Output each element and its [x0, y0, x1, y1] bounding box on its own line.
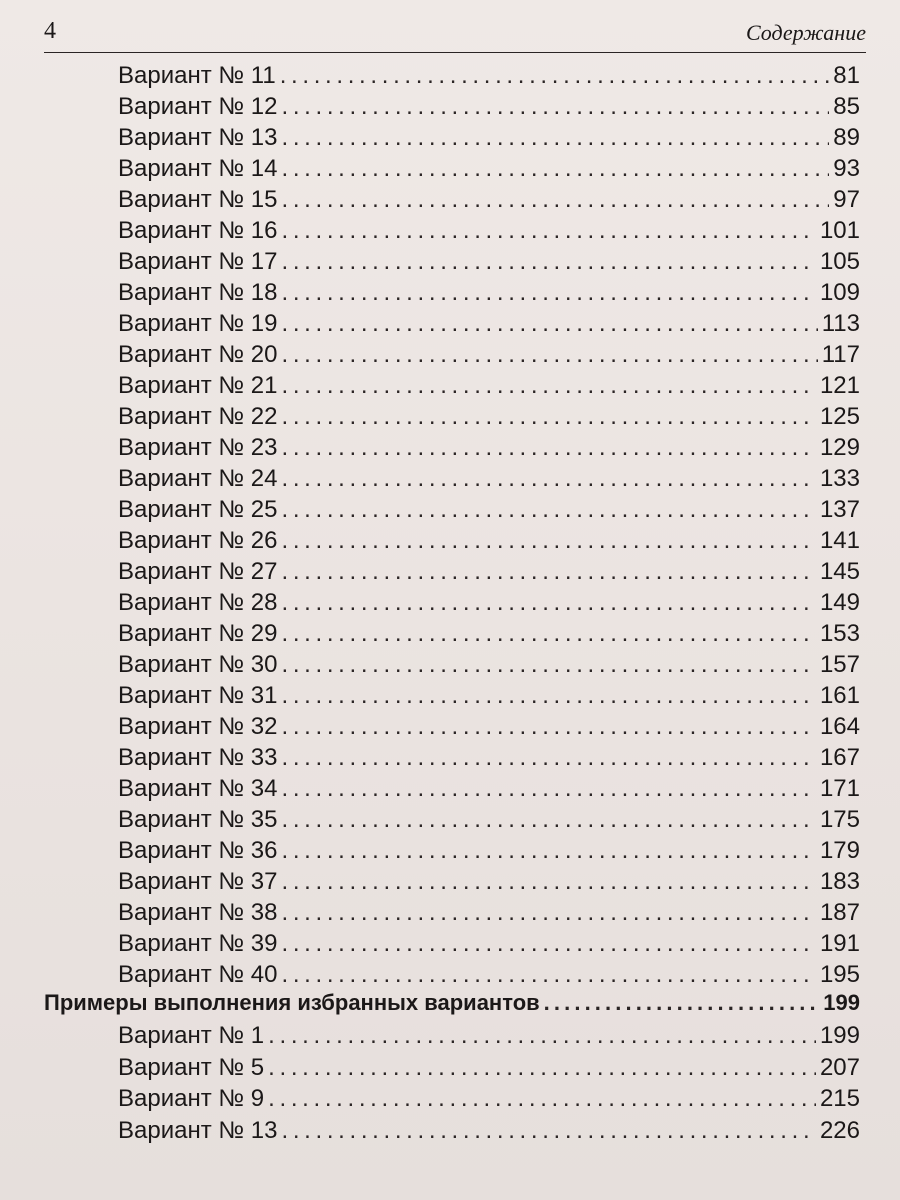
toc-entry-label: Вариант № 27 [118, 558, 278, 585]
toc-entry-row [118, 961, 860, 991]
toc-entry-label: Вариант № 39 [118, 930, 278, 957]
toc-page-number: 113 [821, 310, 860, 337]
toc-entry-row [118, 62, 860, 92]
toc-entry-row [118, 930, 860, 960]
toc-leader-dots [281, 248, 815, 276]
toc-entry-row [118, 124, 860, 154]
toc-entry-label: Вариант № 9 [118, 1085, 265, 1112]
toc-page-number: 81 [833, 62, 860, 89]
toc-page-number: 121 [819, 372, 860, 399]
toc-leader-dots [281, 713, 815, 741]
toc-entry-label: Вариант № 32 [118, 713, 278, 740]
toc-entry-row [118, 93, 860, 123]
toc-leader-dots [544, 990, 820, 1016]
toc-entry-row [118, 1117, 860, 1147]
toc-leader-dots [281, 496, 815, 524]
toc-entry-row [118, 403, 860, 433]
toc-leader-dots [268, 1054, 816, 1082]
toc-leader-dots [281, 341, 817, 369]
toc-leader-dots [268, 1022, 816, 1050]
toc-page-number: 141 [819, 527, 860, 554]
toc-page-number: 191 [819, 930, 860, 957]
toc-entry-label: Вариант № 40 [118, 961, 278, 988]
toc-entry-label: Вариант № 36 [118, 837, 278, 864]
toc-leader-dots [281, 558, 815, 586]
toc-leader-dots [281, 155, 829, 183]
toc-page-number: 93 [833, 155, 860, 182]
toc-leader-dots [281, 775, 815, 803]
toc-leader-dots [281, 434, 815, 462]
toc-leader-dots [281, 124, 829, 152]
toc-entry-label: Вариант № 16 [118, 217, 278, 244]
toc-entry-label: Вариант № 26 [118, 527, 278, 554]
toc-leader-dots [281, 961, 815, 989]
toc-entry-label: Вариант № 28 [118, 589, 278, 616]
toc-entry-label: Вариант № 18 [118, 279, 278, 306]
toc-entry-row [118, 279, 860, 309]
toc-page-number: 179 [819, 837, 860, 864]
toc-entry-row [118, 434, 860, 464]
toc-page-number: 195 [819, 961, 860, 988]
toc-page-number: 105 [819, 248, 860, 275]
toc-entry-label: Примеры выполнения избранных вариантов [44, 990, 540, 1015]
toc-entry-row [118, 248, 860, 278]
toc-page-number: 183 [819, 868, 860, 895]
toc-entry-row [118, 868, 860, 898]
toc-page-number: 171 [819, 775, 860, 802]
toc-leader-dots [281, 682, 815, 710]
toc-entry-label: Вариант № 12 [118, 93, 278, 120]
toc-leader-dots [281, 868, 815, 896]
toc-page-number: 199 [823, 990, 860, 1015]
toc-entry-row [118, 1022, 860, 1052]
toc-page-number: 187 [819, 899, 860, 926]
toc-entry-label: Вариант № 13 [118, 1116, 278, 1144]
toc-page-number: 167 [819, 744, 860, 771]
toc-entry-row [118, 682, 860, 712]
toc-entry-label: Вариант № 23 [118, 434, 278, 461]
toc-entry-row [118, 155, 860, 185]
toc-entry-label: Вариант № 13 [118, 124, 278, 151]
toc-page-number: 161 [819, 682, 860, 709]
toc-entry-row [118, 651, 860, 681]
toc-leader-dots [281, 310, 817, 338]
toc-leader-dots [268, 1085, 816, 1113]
toc-page-number: 199 [819, 1022, 860, 1049]
toc-entry-row [118, 837, 860, 867]
toc-page-number: 101 [819, 217, 860, 244]
toc-leader-dots [281, 527, 815, 555]
toc-entry-label: Вариант № 24 [118, 465, 278, 492]
toc-entry-row [118, 806, 860, 836]
toc-page-number: 133 [819, 465, 860, 492]
toc-entry-label: Вариант № 34 [118, 775, 278, 802]
toc-entry-row [118, 713, 860, 743]
toc-entry-row [118, 527, 860, 557]
toc-entry-row [118, 186, 860, 216]
toc-leader-dots [281, 403, 815, 431]
toc-entry-label: Вариант № 29 [118, 620, 278, 647]
toc-entry-label: Вариант № 25 [118, 496, 278, 523]
page-number: 4 [44, 18, 56, 44]
toc-entry-label: Вариант № 21 [118, 372, 278, 399]
toc-entry-row [118, 217, 860, 247]
running-title: Содержание [745, 20, 866, 45]
toc-leader-dots [280, 62, 830, 90]
toc-entry-row [118, 1085, 860, 1115]
toc-entry-label: Вариант № 1 [118, 1022, 265, 1049]
toc-page-number: 97 [833, 186, 860, 213]
toc-page-number: 226 [819, 1116, 860, 1144]
toc-entry-label: Вариант № 15 [118, 186, 278, 213]
toc-section-row [44, 990, 860, 1020]
toc-entry-label: Вариант № 30 [118, 651, 278, 678]
toc-leader-dots [281, 620, 815, 648]
toc-entry-label: Вариант № 14 [118, 155, 278, 182]
toc-leader-dots [281, 930, 815, 958]
toc-entry-row [118, 558, 860, 588]
toc-entry-label: Вариант № 17 [118, 248, 278, 275]
toc-entry-label: Вариант № 19 [118, 310, 278, 337]
toc-entry-row [118, 496, 860, 526]
toc-entry-label: Вариант № 5 [118, 1053, 265, 1081]
toc-page-number: 109 [819, 279, 860, 306]
toc-entry-label: Вариант № 38 [118, 899, 278, 926]
toc-entry-row [118, 744, 860, 774]
toc-page-number: 215 [819, 1085, 860, 1112]
toc-entry-label: Вариант № 33 [118, 744, 278, 771]
toc-page-number: 129 [819, 434, 860, 461]
toc-page-number: 153 [819, 620, 860, 647]
toc-entry-row [118, 899, 860, 929]
toc-leader-dots [281, 651, 815, 679]
toc-leader-dots [281, 217, 815, 245]
toc-entry-row [118, 341, 860, 371]
toc-leader-dots [281, 279, 815, 307]
toc-page-number: 117 [821, 341, 860, 368]
toc-entry-label: Вариант № 11 [118, 62, 276, 89]
toc-leader-dots [281, 899, 815, 927]
toc-leader-dots [281, 465, 815, 493]
toc-entry-label: Вариант № 35 [118, 806, 278, 833]
toc-leader-dots [281, 372, 815, 400]
toc-page-number: 207 [819, 1053, 860, 1081]
toc-leader-dots [281, 1117, 815, 1145]
toc-entry-row [118, 1054, 860, 1084]
toc-page-number: 164 [819, 713, 860, 740]
toc-entry-row [118, 620, 860, 650]
toc-leader-dots [281, 186, 829, 214]
toc-leader-dots [281, 589, 815, 617]
toc-leader-dots [281, 837, 815, 865]
toc-page-number: 149 [819, 589, 860, 616]
page-header [44, 18, 866, 53]
toc-entry-label: Вариант № 31 [118, 682, 278, 709]
toc-page-number: 175 [819, 806, 860, 833]
toc-page-number: 89 [833, 124, 860, 151]
toc-entry-row [118, 310, 860, 340]
toc-entry-label: Вариант № 22 [118, 403, 278, 430]
toc-entry-row [118, 465, 860, 495]
toc-page-number: 157 [819, 651, 860, 678]
toc-leader-dots [281, 806, 815, 834]
toc-entry-label: Вариант № 20 [118, 341, 278, 368]
toc-leader-dots [281, 744, 815, 772]
toc-page-number: 125 [819, 403, 860, 430]
toc-leader-dots [281, 93, 829, 121]
toc-page-number: 145 [819, 558, 860, 585]
toc-entry-label: Вариант № 37 [118, 868, 278, 895]
toc-page-number: 137 [819, 496, 860, 523]
toc-entry-row [118, 775, 860, 805]
toc-entry-row [118, 589, 860, 619]
toc-entry-row [118, 372, 860, 402]
toc-page-number: 85 [833, 93, 860, 120]
